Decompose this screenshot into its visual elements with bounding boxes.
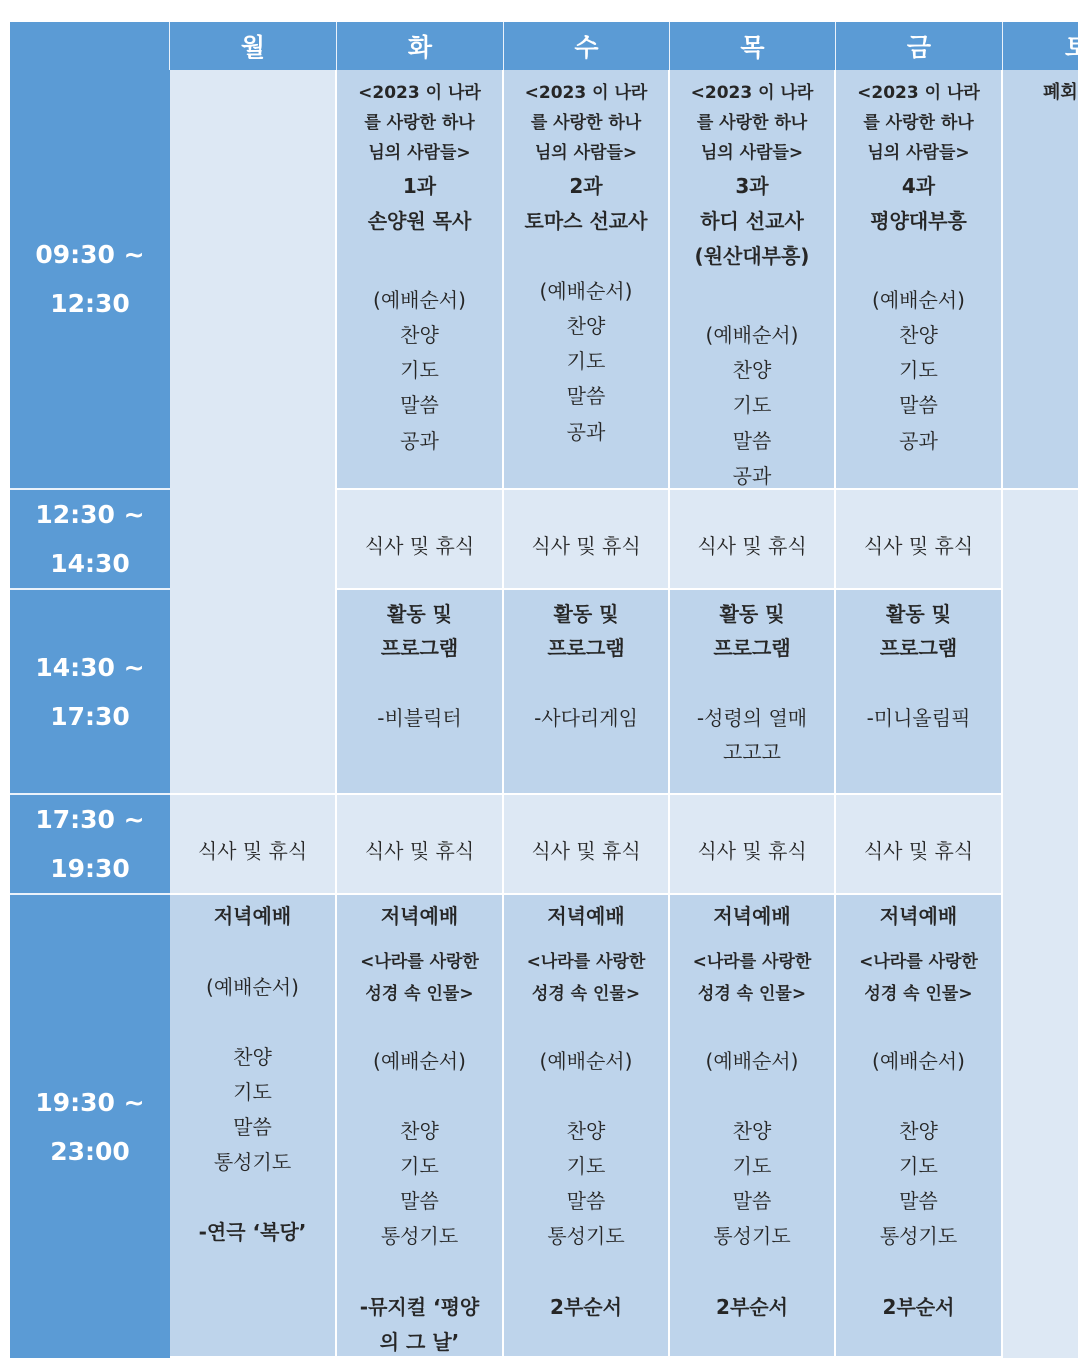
worship-item: 말씀 <box>233 1115 272 1139</box>
activity-item: -성령의 열매 <box>696 706 808 730</box>
worship-item: 공과 <box>732 464 772 488</box>
lesson-number: 2과 <box>569 174 603 198</box>
morning-cell-wed <box>504 70 670 490</box>
header-day-mon <box>170 22 337 70</box>
worship-item: 말씀 <box>899 1189 938 1213</box>
time-slot-5 <box>10 895 170 1358</box>
header-day-label: 수 <box>574 33 599 62</box>
worship-item: 기도 <box>566 1154 606 1178</box>
lesson-number: 1과 <box>402 174 437 198</box>
time-end: 17:30 <box>50 701 130 731</box>
time-slot-1 <box>10 70 170 490</box>
worship-item: 기도 <box>233 1080 272 1104</box>
header-corner <box>10 22 170 70</box>
time-end: 23:00 <box>50 1136 130 1166</box>
header-day-label: 월 <box>240 33 266 62</box>
activity-title: 활동 및 <box>886 602 951 626</box>
activity-title: 프로그램 <box>380 636 459 660</box>
evening-cell-tue <box>337 895 504 1358</box>
evening-subtitle: <나라를 사랑한 <box>692 952 812 972</box>
header-day-sat <box>1003 22 1089 70</box>
morning-cell-thu <box>670 70 836 490</box>
closing-ceremony: 폐회 <box>1043 82 1078 103</box>
worship-item: 기도 <box>732 1154 772 1178</box>
special-program: -뮤지컬 ‘평양 <box>359 1295 480 1319</box>
worship-item: 통성기도 <box>879 1224 958 1248</box>
time-start: 17:30 ~ <box>35 805 145 834</box>
activity-cell-fri <box>836 590 1003 795</box>
worship-order-label: (예배순서) <box>705 1049 799 1073</box>
worship-item: 통성기도 <box>213 1150 292 1174</box>
activity-item: -비블릭터 <box>377 706 462 730</box>
meal-rest-label: 식사 및 휴식 <box>531 534 641 558</box>
time-start: 19:30 ~ <box>35 1087 145 1117</box>
evening-subtitle: 성경 속 인물> <box>697 984 807 1004</box>
morning-intro: <2023 이 나라 <box>690 83 814 103</box>
header-day-tue <box>337 22 504 70</box>
worship-item: 찬양 <box>899 1119 938 1143</box>
evening-subtitle: 성경 속 인물> <box>531 984 641 1004</box>
activity-item: -미니올림픽 <box>866 706 971 730</box>
lunch-cell-fri <box>836 490 1003 590</box>
meal-rest-label: 식사 및 휴식 <box>863 839 974 863</box>
worship-item: 기도 <box>400 1154 439 1178</box>
time-slot-4 <box>10 795 170 895</box>
morning-intro: 를 사랑한 하나 <box>696 113 808 133</box>
worship-order-label: (예배순서) <box>206 975 299 999</box>
morning-intro: 님의 사람들> <box>368 143 471 163</box>
dinner-cell-fri <box>836 795 1003 895</box>
worship-item: 말씀 <box>566 384 606 408</box>
activity-cell-tue <box>337 590 504 795</box>
activity-title: 프로그램 <box>547 636 625 660</box>
evening-cell-thu <box>670 895 836 1358</box>
time-start: 09:30 ~ <box>35 240 145 269</box>
activity-item: 고고고 <box>723 740 781 764</box>
dinner-cell-thu <box>670 795 836 895</box>
dinner-cell-wed <box>504 795 670 895</box>
activity-title: 프로그램 <box>713 636 791 660</box>
worship-item: 찬양 <box>566 314 606 338</box>
worship-item: 통성기도 <box>547 1224 625 1248</box>
worship-item: 통성기도 <box>380 1224 459 1248</box>
morning-cell-tue <box>337 70 504 490</box>
time-slot-3 <box>10 590 170 795</box>
header-day-label: 목 <box>740 33 765 62</box>
lunch-cell-wed <box>504 490 670 590</box>
lesson-title: 하디 선교사 <box>700 209 804 233</box>
worship-order-label: (예배순서) <box>539 1049 633 1073</box>
worship-item: 찬양 <box>400 1119 439 1143</box>
lesson-number: 3과 <box>735 174 769 198</box>
evening-cell-fri <box>836 895 1003 1358</box>
morning-intro: 를 사랑한 하나 <box>530 113 642 133</box>
worship-item: 통성기도 <box>713 1224 791 1248</box>
worship-item: 공과 <box>400 429 439 453</box>
worship-item: 기도 <box>566 349 606 373</box>
evening-cell-mon <box>170 895 337 1358</box>
worship-order-label: (예배순서) <box>705 323 799 347</box>
worship-item: 말씀 <box>400 393 439 417</box>
lunch-cell-thu <box>670 490 836 590</box>
worship-item: 찬양 <box>899 323 938 347</box>
dinner-cell-tue <box>337 795 504 895</box>
part2-program: 2부순서 <box>716 1295 788 1319</box>
activity-title: 활동 및 <box>719 602 785 626</box>
meal-rest-label: 식사 및 휴식 <box>364 534 475 558</box>
worship-item: 찬양 <box>400 323 439 347</box>
activity-item: -사다리게임 <box>534 706 638 730</box>
meal-rest-label: 식사 및 휴식 <box>531 839 641 863</box>
header-day-label: 토 <box>1065 33 1089 62</box>
monday-empty-block <box>170 70 337 795</box>
evening-cell-wed <box>504 895 670 1358</box>
part2-program: 2부순서 <box>550 1295 622 1319</box>
worship-item: 말씀 <box>400 1189 439 1213</box>
lesson-title: 평양대부흥 <box>870 209 967 233</box>
lesson-subtitle: (원산대부흥) <box>694 244 810 268</box>
morning-cell-fri <box>836 70 1003 490</box>
evening-subtitle: <나라를 사랑한 <box>526 952 646 972</box>
evening-title: 저녁예배 <box>713 904 791 928</box>
worship-order-label: (예배순서) <box>539 279 633 303</box>
lesson-number: 4과 <box>901 174 936 198</box>
time-start: 12:30 ~ <box>35 500 145 529</box>
activity-title: 프로그램 <box>879 636 958 660</box>
worship-order-label: (예배순서) <box>373 288 466 312</box>
part2-program: 2부순서 <box>882 1295 955 1319</box>
worship-item: 공과 <box>899 429 938 453</box>
worship-item: 기도 <box>400 358 439 382</box>
evening-title: 저녁예배 <box>879 904 958 928</box>
evening-title: 저녁예배 <box>380 904 459 928</box>
time-start: 14:30 ~ <box>35 652 145 682</box>
activity-cell-wed <box>504 590 670 795</box>
worship-item: 기도 <box>899 358 938 382</box>
worship-item: 찬양 <box>566 1119 606 1143</box>
header-day-label: 화 <box>407 33 433 62</box>
time-end: 14:30 <box>50 549 130 578</box>
worship-order-label: (예배순서) <box>872 1049 965 1073</box>
header-day-thu <box>670 22 836 70</box>
header-day-wed <box>504 22 670 70</box>
evening-title: 저녁예배 <box>547 904 625 928</box>
morning-intro: 를 사랑한 하나 <box>863 113 974 133</box>
lesson-title: 손양원 목사 <box>367 209 472 233</box>
worship-order-label: (예배순서) <box>872 288 965 312</box>
worship-item: 말씀 <box>732 1189 772 1213</box>
time-end: 19:30 <box>50 854 130 883</box>
evening-subtitle: 성경 속 인물> <box>864 984 973 1004</box>
special-program: 의 그 날’ <box>379 1330 460 1354</box>
morning-intro: 를 사랑한 하나 <box>364 113 475 133</box>
lunch-cell-tue <box>337 490 504 590</box>
meal-rest-label: 식사 및 휴식 <box>697 534 807 558</box>
meal-rest-label: 식사 및 휴식 <box>364 839 475 863</box>
worship-item: 말씀 <box>566 1189 606 1213</box>
special-program: -연극 ‘복당’ <box>198 1220 307 1244</box>
lesson-title: 토마스 선교사 <box>524 209 648 233</box>
activity-title: 활동 및 <box>553 602 619 626</box>
evening-subtitle: <나라를 사랑한 <box>859 952 978 972</box>
evening-subtitle: <나라를 사랑한 <box>360 952 479 972</box>
evening-title: 저녁예배 <box>213 904 292 928</box>
morning-cell-sat <box>1003 70 1078 490</box>
time-slot-2 <box>10 490 170 590</box>
morning-intro: <2023 이 나라 <box>358 83 481 103</box>
worship-item: 공과 <box>566 420 606 444</box>
activity-cell-thu <box>670 590 836 795</box>
worship-order-label: (예배순서) <box>373 1049 466 1073</box>
worship-item: 기도 <box>899 1154 938 1178</box>
evening-subtitle: 성경 속 인물> <box>365 984 474 1004</box>
time-end: 12:30 <box>50 289 130 318</box>
meal-rest-label: 식사 및 휴식 <box>197 839 308 863</box>
morning-intro: 님의 사람들> <box>867 143 970 163</box>
worship-item: 찬양 <box>233 1045 272 1069</box>
dinner-cell-mon <box>170 795 337 895</box>
worship-item: 말씀 <box>899 393 938 417</box>
worship-item: 찬양 <box>732 358 772 382</box>
activity-title: 활동 및 <box>387 602 452 626</box>
morning-intro: 님의 사람들> <box>700 143 804 163</box>
meal-rest-label: 식사 및 휴식 <box>863 534 974 558</box>
header-day-label: 금 <box>906 33 932 62</box>
morning-intro: 님의 사람들> <box>534 143 638 163</box>
header-day-fri <box>836 22 1003 70</box>
worship-item: 찬양 <box>732 1119 772 1143</box>
meal-rest-label: 식사 및 휴식 <box>697 839 807 863</box>
worship-item: 말씀 <box>732 429 772 453</box>
worship-item: 기도 <box>732 393 772 417</box>
saturday-empty-block <box>1003 490 1078 1358</box>
morning-intro: <2023 이 나라 <box>524 83 648 103</box>
morning-intro: <2023 이 나라 <box>857 83 980 103</box>
